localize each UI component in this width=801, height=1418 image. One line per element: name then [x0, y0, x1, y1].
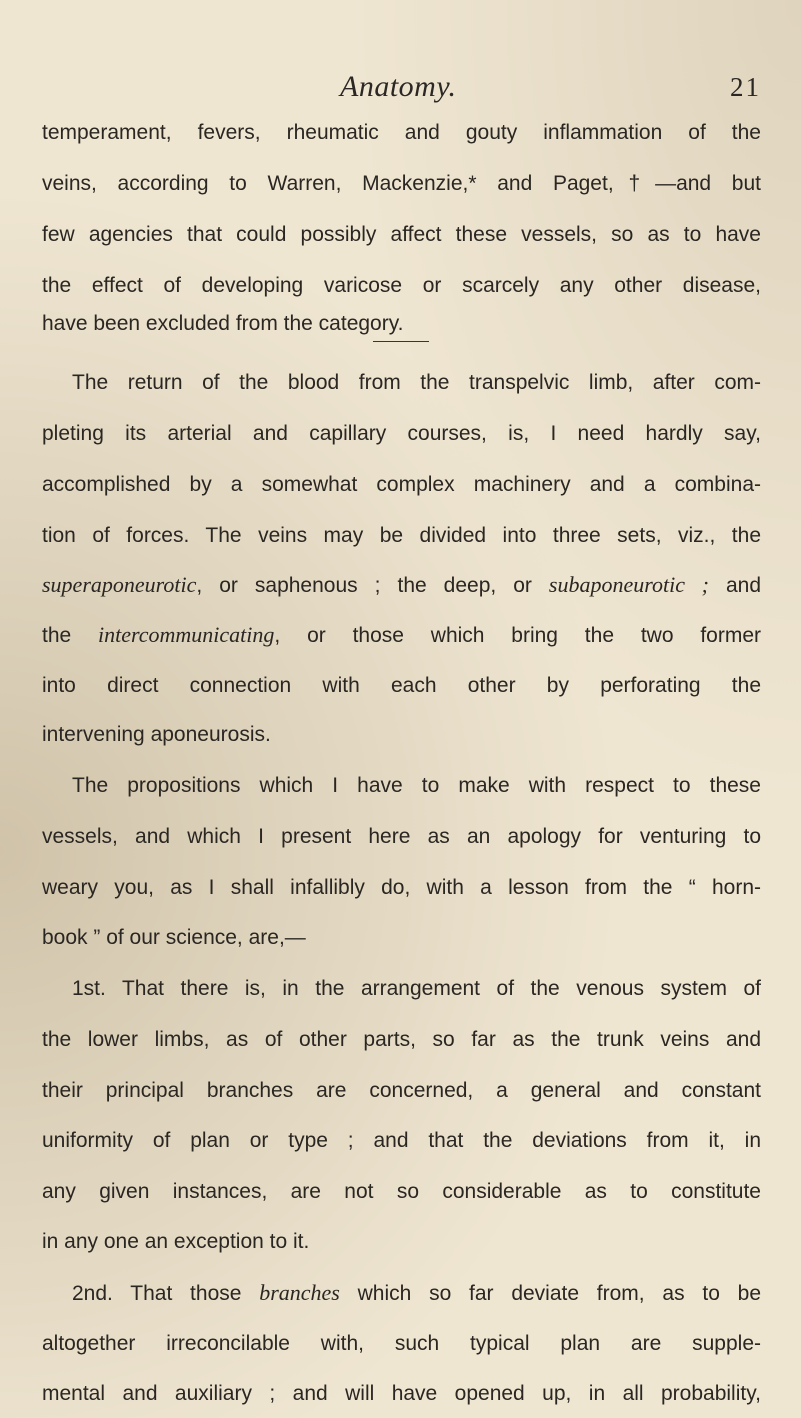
term-superaponeurotic: superaponeurotic — [42, 572, 197, 597]
text-line: tion of forces. The veins may be divided into three sets, viz., the — [42, 524, 761, 547]
text-line: The propositions which I have to make with respect to these — [72, 774, 761, 797]
text-line: the lower limbs, as of other parts, so far as the trunk veins and — [42, 1028, 761, 1051]
text-line-with-terms — [72, 1280, 761, 1307]
text-line: in any one an exception to it. — [42, 1230, 310, 1253]
running-head — [0, 70, 801, 110]
text-line: weary you, as I shall infallibly do, with a lesson from the “ horn- — [42, 876, 761, 899]
text-line: book ” of our science, are,— — [42, 926, 306, 949]
text-line: accomplished by a somewhat complex machinery and a combina- — [42, 473, 761, 496]
section-divider — [373, 341, 429, 342]
text-line: few agencies that could possibly affect these vessels, so as to have — [42, 223, 761, 246]
term-subaponeurotic: subaponeurotic ; — [548, 572, 709, 597]
text-line: the effect of developing varicose or scarcely any other disease, — [42, 274, 761, 297]
text-line-with-terms — [42, 572, 761, 599]
text-line: intervening aponeurosis. — [42, 723, 271, 746]
text-segment: 2nd. That those — [72, 1282, 260, 1305]
text-line-with-terms — [42, 622, 761, 649]
term-intercommunicating: intercommunicating — [98, 622, 275, 647]
term-branches: branches — [259, 1280, 340, 1305]
text-line: into direct connection with each other by perforating the — [42, 674, 761, 697]
text-segment: the — [42, 624, 99, 647]
text-segment: and — [708, 574, 762, 597]
text-line: their principal branches are concerned, a general and constant — [42, 1079, 761, 1102]
text-line: uniformity of plan or type ; and that the deviations from it, in — [42, 1129, 761, 1152]
running-title: Anatomy. — [340, 70, 457, 103]
page-number: 21 — [730, 72, 761, 102]
text-line: temperament, fevers, rheumatic and gouty inflammation of the — [42, 121, 761, 144]
text-line: The return of the blood from the transpelvic limb, after com- — [72, 371, 761, 394]
text-line: pleting its arterial and capillary courses, is, I need hardly say, — [42, 422, 761, 445]
text-line: any given instances, are not so considerable as to constitute — [42, 1180, 761, 1203]
text-line: 1st. That there is, in the arrangement of the venous system of — [72, 977, 761, 1000]
text-segment: which so far deviate from, as to be — [339, 1282, 762, 1305]
text-line: veins, according to Warren, Mackenzie,* and Paget,†—and but — [42, 172, 761, 195]
text-line: have been excluded from the category. — [42, 312, 404, 335]
text-line: altogether irreconcilable with, such typical plan are supple- — [42, 1332, 761, 1355]
text-segment: , or those which bring the two former — [274, 624, 762, 647]
text-line: mental and auxiliary ; and will have opened up, in all probability, — [42, 1382, 761, 1405]
text-line: vessels, and which I present here as an apology for venturing to — [42, 825, 761, 848]
text-segment: , or saphenous ; the deep, or — [196, 574, 549, 597]
